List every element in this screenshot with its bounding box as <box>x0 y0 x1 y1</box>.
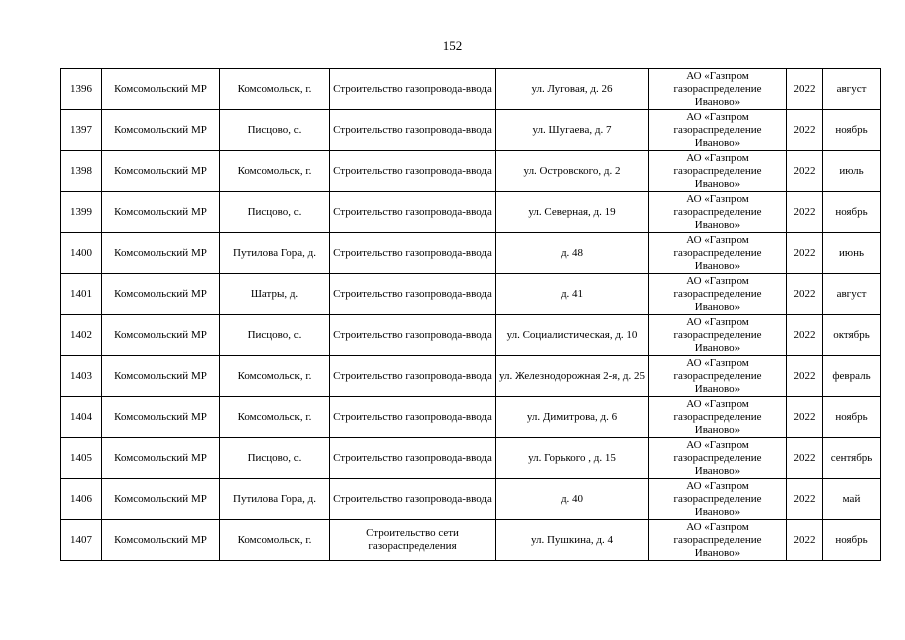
organization-cell: АО «Газпром газораспределение Иваново» <box>649 438 787 479</box>
district-cell: Комсомольский МР <box>102 479 220 520</box>
locality-cell: Шатры, д. <box>220 274 330 315</box>
work-type-cell: Строительство газопровода-ввода <box>330 397 496 438</box>
organization-cell: АО «Газпром газораспределение Иваново» <box>649 69 787 110</box>
month-cell: май <box>823 479 881 520</box>
locality-cell: Писцово, с. <box>220 438 330 479</box>
row-number-cell: 1407 <box>61 520 102 561</box>
row-number-cell: 1404 <box>61 397 102 438</box>
row-number-cell: 1400 <box>61 233 102 274</box>
address-cell: ул. Шугаева, д. 7 <box>496 110 649 151</box>
organization-cell: АО «Газпром газораспределение Иваново» <box>649 520 787 561</box>
organization-cell: АО «Газпром газораспределение Иваново» <box>649 315 787 356</box>
month-cell: сентябрь <box>823 438 881 479</box>
row-number-cell: 1396 <box>61 69 102 110</box>
work-type-cell: Строительство газопровода-ввода <box>330 438 496 479</box>
table-row <box>61 233 881 274</box>
locality-cell: Писцово, с. <box>220 110 330 151</box>
organization-cell: АО «Газпром газораспределение Иваново» <box>649 233 787 274</box>
month-cell: октябрь <box>823 315 881 356</box>
locality-cell: Путилова Гора, д. <box>220 233 330 274</box>
address-cell: ул. Социалистическая, д. 10 <box>496 315 649 356</box>
work-type-cell: Строительство сети газораспределения <box>330 520 496 561</box>
district-cell: Комсомольский МР <box>102 356 220 397</box>
month-cell: июнь <box>823 233 881 274</box>
table-row <box>61 151 881 192</box>
table-row <box>61 356 881 397</box>
district-cell: Комсомольский МР <box>102 520 220 561</box>
district-cell: Комсомольский МР <box>102 397 220 438</box>
district-cell: Комсомольский МР <box>102 110 220 151</box>
organization-cell: АО «Газпром газораспределение Иваново» <box>649 479 787 520</box>
organization-cell: АО «Газпром газораспределение Иваново» <box>649 397 787 438</box>
row-number-cell: 1406 <box>61 479 102 520</box>
month-cell: ноябрь <box>823 110 881 151</box>
month-cell: ноябрь <box>823 192 881 233</box>
table-body <box>61 69 881 561</box>
row-number-cell: 1403 <box>61 356 102 397</box>
table-row <box>61 520 881 561</box>
page-number: 152 <box>442 38 463 53</box>
table-row <box>61 315 881 356</box>
work-type-cell: Строительство газопровода-ввода <box>330 233 496 274</box>
gas-works-table <box>60 68 881 561</box>
month-cell: февраль <box>823 356 881 397</box>
locality-cell: Комсомольск, г. <box>220 520 330 561</box>
locality-cell: Комсомольск, г. <box>220 397 330 438</box>
organization-cell: АО «Газпром газораспределение Иваново» <box>649 151 787 192</box>
district-cell: Комсомольский МР <box>102 233 220 274</box>
work-type-cell: Строительство газопровода-ввода <box>330 192 496 233</box>
organization-cell: АО «Газпром газораспределение Иваново» <box>649 110 787 151</box>
district-cell: Комсомольский МР <box>102 315 220 356</box>
district-cell: Комсомольский МР <box>102 151 220 192</box>
row-number-cell: 1397 <box>61 110 102 151</box>
row-number-cell: 1405 <box>61 438 102 479</box>
locality-cell: Путилова Гора, д. <box>220 479 330 520</box>
row-number-cell: 1401 <box>61 274 102 315</box>
district-cell: Комсомольский МР <box>102 192 220 233</box>
address-cell: д. 41 <box>496 274 649 315</box>
year-cell: 2022 <box>787 315 823 356</box>
address-cell: ул. Горького , д. 15 <box>496 438 649 479</box>
table-row <box>61 479 881 520</box>
row-number-cell: 1398 <box>61 151 102 192</box>
address-cell: д. 48 <box>496 233 649 274</box>
work-type-cell: Строительство газопровода-ввода <box>330 315 496 356</box>
table-row <box>61 438 881 479</box>
table-row <box>61 192 881 233</box>
row-number-cell: 1402 <box>61 315 102 356</box>
address-cell: ул. Северная, д. 19 <box>496 192 649 233</box>
locality-cell: Комсомольск, г. <box>220 356 330 397</box>
table-row <box>61 397 881 438</box>
table-row <box>61 69 881 110</box>
address-cell: ул. Пушкина, д. 4 <box>496 520 649 561</box>
year-cell: 2022 <box>787 69 823 110</box>
month-cell: июль <box>823 151 881 192</box>
year-cell: 2022 <box>787 110 823 151</box>
month-cell: ноябрь <box>823 520 881 561</box>
address-cell: ул. Железнодорожная 2-я, д. 25 <box>496 356 649 397</box>
organization-cell: АО «Газпром газораспределение Иваново» <box>649 274 787 315</box>
year-cell: 2022 <box>787 438 823 479</box>
year-cell: 2022 <box>787 274 823 315</box>
district-cell: Комсомольский МР <box>102 69 220 110</box>
organization-cell: АО «Газпром газораспределение Иваново» <box>649 192 787 233</box>
work-type-cell: Строительство газопровода-ввода <box>330 479 496 520</box>
locality-cell: Писцово, с. <box>220 315 330 356</box>
year-cell: 2022 <box>787 192 823 233</box>
locality-cell: Комсомольск, г. <box>220 151 330 192</box>
year-cell: 2022 <box>787 356 823 397</box>
address-cell: ул. Островского, д. 2 <box>496 151 649 192</box>
work-type-cell: Строительство газопровода-ввода <box>330 274 496 315</box>
work-type-cell: Строительство газопровода-ввода <box>330 356 496 397</box>
district-cell: Комсомольский МР <box>102 438 220 479</box>
month-cell: август <box>823 274 881 315</box>
district-cell: Комсомольский МР <box>102 274 220 315</box>
month-cell: август <box>823 69 881 110</box>
address-cell: ул. Луговая, д. 26 <box>496 69 649 110</box>
address-cell: д. 40 <box>496 479 649 520</box>
table-row <box>61 110 881 151</box>
organization-cell: АО «Газпром газораспределение Иваново» <box>649 356 787 397</box>
table-row <box>61 274 881 315</box>
year-cell: 2022 <box>787 479 823 520</box>
year-cell: 2022 <box>787 520 823 561</box>
row-number-cell: 1399 <box>61 192 102 233</box>
work-type-cell: Строительство газопровода-ввода <box>330 110 496 151</box>
year-cell: 2022 <box>787 397 823 438</box>
month-cell: ноябрь <box>823 397 881 438</box>
year-cell: 2022 <box>787 151 823 192</box>
locality-cell: Писцово, с. <box>220 192 330 233</box>
work-type-cell: Строительство газопровода-ввода <box>330 69 496 110</box>
work-type-cell: Строительство газопровода-ввода <box>330 151 496 192</box>
year-cell: 2022 <box>787 233 823 274</box>
address-cell: ул. Димитрова, д. 6 <box>496 397 649 438</box>
locality-cell: Комсомольск, г. <box>220 69 330 110</box>
